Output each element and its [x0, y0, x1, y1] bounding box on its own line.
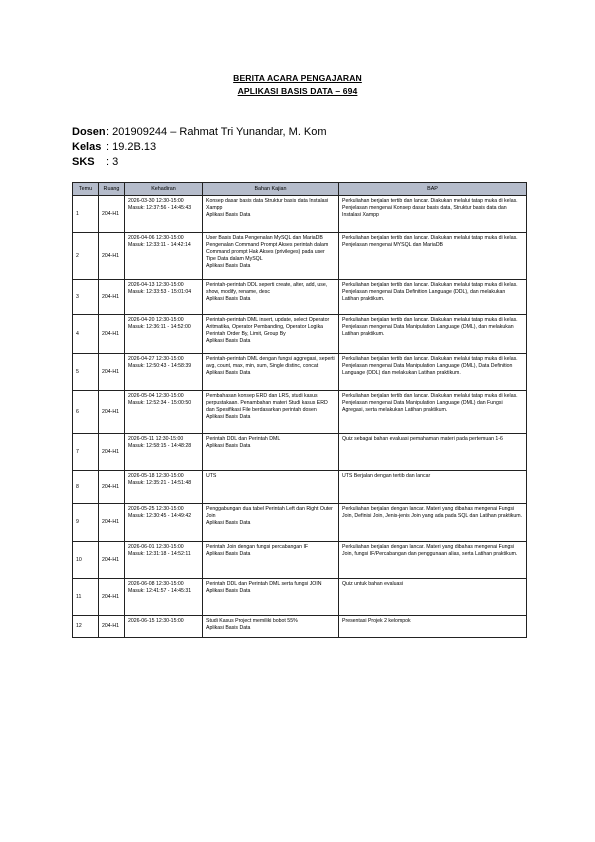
table-row	[73, 280, 527, 315]
kehadiran-line: Masuk: 12:52:34 - 15:00:50	[128, 400, 192, 406]
cell-bap: UTS Berjalan dengan tertib dan lancar	[339, 471, 527, 504]
bahan-line: Aplikasi Basis Data	[206, 443, 251, 449]
info-sks	[72, 156, 118, 168]
document-subtitle: APLIKASI BASIS DATA – 694	[237, 86, 358, 96]
cell-bahan-kajian	[203, 233, 339, 280]
cell-bahan-kajian	[203, 196, 339, 233]
bahan-line: Aplikasi Basis Data	[206, 338, 251, 344]
cell-bap: Perkuliahan berjalan dengan lancar. Materi yang dibahas mengenai Fungsi Join, Definisi Join, Jenis-jenis Join yang ada pada SQL dan Latihan praktikum.	[339, 504, 527, 542]
cell-bahan-kajian	[203, 434, 339, 471]
cell-ruang: 204-H1	[99, 391, 125, 434]
cell-ruang: 204-H1	[99, 280, 125, 315]
bahan-line: Perintah-perintah DML dengan fungsi aggregasi, seperti avg, count, max, min, sum, Single distinc, concat	[206, 356, 335, 369]
table-row	[73, 504, 527, 542]
table-row	[73, 196, 527, 233]
bahan-line: Aplikasi Basis Data	[206, 520, 251, 526]
kehadiran-line: Masuk: 12:31:18 - 14:52:11	[128, 551, 191, 557]
cell-bap: Perkuliahan berjalan tertib dan lancar. Diakukan melalui tatap muka di kelas. Penjelasan mengenai Data Manipulation Language (DML), Data Definition Language (DDL) dan melakukan Latihan praktikum.	[339, 354, 527, 391]
bahan-line: UTS	[206, 473, 217, 479]
kehadiran-line: 2026-03-30 12:30-15:00	[128, 198, 184, 204]
kehadiran-line: Masuk: 12:33:11 - 14:42:14	[128, 242, 191, 248]
bahan-line: Perintah Join dengan fungsi percabangan IF	[206, 544, 309, 550]
cell-temu: 9	[73, 504, 99, 542]
bahan-line: Perintah DDL dan Perintah DML serta fungsi JOIN	[206, 581, 322, 587]
kehadiran-line: 2026-05-11 12:30-15:00	[128, 436, 184, 442]
cell-bap: Perkuliahan berjalan tertib dan lancar. Diakukan melalui tatap muka di kelas. Penjelasan mengenai Data Manipulation Language (DML), dan melakukan Latihan praktikum.	[339, 315, 527, 354]
cell-kehadiran	[125, 616, 203, 638]
cell-bap: Perkuliahan berjalan tertib dan lancar. Diakukan melalui tatap muka di kelas. Penjelasan mengenai Data Definition Language (DDL), dan melakukan Latihan praktikum.	[339, 280, 527, 315]
cell-bahan-kajian	[203, 354, 339, 391]
kehadiran-line: Masuk: 12:30:45 - 14:49:42	[128, 513, 192, 519]
info-key: SKS	[72, 156, 95, 168]
kehadiran-line: Masuk: 12:58:15 - 14:48:28	[128, 443, 192, 449]
kehadiran-line: Masuk: 12:41:57 - 14:45:31	[128, 588, 192, 594]
table-header-row	[73, 183, 527, 196]
table-row	[73, 391, 527, 434]
bahan-line: Aplikasi Basis Data	[206, 263, 251, 269]
kehadiran-line: 2026-06-08 12:30-15:00	[128, 581, 184, 587]
cell-temu: 7	[73, 434, 99, 471]
info-value: : 19.2B.13	[106, 141, 157, 153]
table-row	[73, 233, 527, 280]
bahan-line: Aplikasi Basis Data	[206, 551, 251, 557]
attendance-table	[72, 182, 527, 638]
document-title: BERITA ACARA PENGAJARAN	[233, 73, 362, 83]
cell-bap: Perkuliahan berjalan dengan lancar. Materi yang dibahas mengenai Fungsi Join, fungsi IF/Percabangan dan penggunaan alias, serta Latihan praktikum.	[339, 542, 527, 579]
kehadiran-line: Masuk: 12:35:21 - 14:51:48	[128, 480, 192, 486]
cell-bap: Perkuliahan berjalan tertib dan lancar. Diakukan melalui tatap muka di kelas. Penjelasan mengenai Data Manipulation Language (DML) dan Fungsi Agregasi, serta melakukan Latihan praktikum.	[339, 391, 527, 434]
cell-kehadiran	[125, 233, 203, 280]
cell-kehadiran	[125, 391, 203, 434]
cell-temu: 5	[73, 354, 99, 391]
table-row	[73, 542, 527, 579]
table-row	[73, 434, 527, 471]
bahan-line: Penggabungan dua tabel Perintah Left dan Right Outer Join	[206, 506, 333, 519]
kehadiran-line: 2026-05-18 12:30-15:00	[128, 473, 184, 479]
bahan-line: Aplikasi Basis Data	[206, 414, 251, 420]
kehadiran-line: 2026-04-06 12:30-15:00	[128, 235, 184, 241]
kehadiran-line: 2026-05-04 12:30-15:00	[128, 393, 184, 399]
cell-kehadiran	[125, 504, 203, 542]
cell-bap: Perkuliahan berjalan tertib dan lancar. Diakukan melalui tatap muka di kelas. Penjelasan mengenai MYSQL dan MariaDB	[339, 233, 527, 280]
bahan-line: User Basis Data Pengenalan MySQL dan MariaDB Pengenalan Command Prompt Akses perintah dalam Command prompt Hak Akses (privileges) pada user Tipe Data dalam MySQL	[206, 235, 329, 262]
cell-ruang: 204-H1	[99, 196, 125, 233]
cell-kehadiran	[125, 434, 203, 471]
header-temu: Temu	[73, 183, 99, 196]
table-row	[73, 315, 527, 354]
cell-temu: 1	[73, 196, 99, 233]
cell-bahan-kajian	[203, 471, 339, 504]
bahan-line: Studi Kasus Project memiliki bobot 55%	[206, 618, 298, 624]
cell-kehadiran	[125, 280, 203, 315]
cell-bahan-kajian	[203, 280, 339, 315]
cell-bahan-kajian	[203, 579, 339, 616]
cell-ruang: 204-H1	[99, 354, 125, 391]
kehadiran-line: Masuk: 12:50:43 - 14:58:39	[128, 363, 192, 369]
kehadiran-line: 2026-06-15 12:30-15:00	[128, 618, 184, 624]
cell-kehadiran	[125, 542, 203, 579]
cell-bap: Perkuliahan berjalan tertib dan lancar. Diakukan melalui tatap muka di kelas. Penjelasan mengenai Konsep dasar basis data, Struktur basis data dan Instalasi Xampp	[339, 196, 527, 233]
info-kelas	[72, 141, 156, 153]
table-row	[73, 471, 527, 504]
bahan-line: Perintah-perintah DML insert, update, select Operator Aritmatika, Operator Pembanding, Operator Logika Perintah Order By, Limit, Group By	[206, 317, 330, 337]
cell-bap: Quiz sebagai bahan evaluasi pemahaman materi pada pertemuan 1-6	[339, 434, 527, 471]
header-bap: BAP	[339, 183, 527, 196]
header-bahan-kajian: Bahan Kajian	[203, 183, 339, 196]
cell-bahan-kajian	[203, 616, 339, 638]
cell-temu: 10	[73, 542, 99, 579]
cell-kehadiran	[125, 315, 203, 354]
bahan-line: Aplikasi Basis Data	[206, 212, 251, 218]
info-value: : 201909244 – Rahmat Tri Yunandar, M. Kom	[106, 126, 327, 138]
cell-temu: 3	[73, 280, 99, 315]
bahan-line: Aplikasi Basis Data	[206, 588, 251, 594]
header-ruang: Ruang	[99, 183, 125, 196]
cell-kehadiran	[125, 471, 203, 504]
info-value: : 3	[106, 156, 119, 168]
cell-bahan-kajian	[203, 315, 339, 354]
cell-ruang: 204-H1	[99, 542, 125, 579]
cell-ruang: 204-H1	[99, 504, 125, 542]
bahan-line: Konsep dasar basis data Struktur basis data Instalasi Xampp	[206, 198, 329, 211]
cell-bahan-kajian	[203, 504, 339, 542]
header-kehadiran: Kehadiran	[125, 183, 203, 196]
cell-ruang: 204-H1	[99, 233, 125, 280]
bahan-line: Aplikasi Basis Data	[206, 370, 251, 376]
cell-kehadiran	[125, 579, 203, 616]
table-row	[73, 616, 527, 638]
cell-temu: 12	[73, 616, 99, 638]
cell-ruang: 204-H1	[99, 315, 125, 354]
table-row	[73, 579, 527, 616]
bahan-line: Aplikasi Basis Data	[206, 625, 251, 631]
cell-kehadiran	[125, 196, 203, 233]
info-key: Kelas	[72, 141, 102, 153]
cell-temu: 8	[73, 471, 99, 504]
kehadiran-line: 2026-04-13 12:30-15:00	[128, 282, 184, 288]
kehadiran-line: 2026-04-27 12:30-15:00	[128, 356, 184, 362]
bahan-line: Perintah-perintah DDL seperti create, alter, add, use, show, modify, rename, desc	[206, 282, 328, 295]
cell-ruang: 204-H1	[99, 616, 125, 638]
cell-bap: Quiz untuk bahan evaluasi	[339, 579, 527, 616]
cell-ruang: 204-H1	[99, 434, 125, 471]
bahan-line: Aplikasi Basis Data	[206, 296, 251, 302]
cell-ruang: 204-H1	[99, 471, 125, 504]
table-row	[73, 354, 527, 391]
cell-temu: 2	[73, 233, 99, 280]
info-key: Dosen	[72, 126, 106, 138]
info-dosen	[72, 126, 327, 138]
kehadiran-line: 2026-04-20 12:30-15:00	[128, 317, 184, 323]
kehadiran-line: 2026-06-01 12:30-15:00	[128, 544, 184, 550]
cell-bap: Presentasi Projek 2 kelompok	[339, 616, 527, 638]
bahan-line: Pembahasan konsep ERD dan LRS, studi kasus perpustakaan. Penambahan materi Studi kasus ERD dan Spesifikasi File berdasarkan perintah dosen	[206, 393, 328, 413]
cell-temu: 11	[73, 579, 99, 616]
bahan-line: Perintah DDL dan Perintah DML	[206, 436, 281, 442]
cell-bahan-kajian	[203, 542, 339, 579]
cell-temu: 4	[73, 315, 99, 354]
kehadiran-line: Masuk: 12:33:53 - 15:01:04	[128, 289, 192, 295]
cell-temu: 6	[73, 391, 99, 434]
cell-bahan-kajian	[203, 391, 339, 434]
cell-ruang: 204-H1	[99, 579, 125, 616]
cell-kehadiran	[125, 354, 203, 391]
kehadiran-line: Masuk: 12:37:56 - 14:45:43	[128, 205, 192, 211]
kehadiran-line: Masuk: 12:36:11 - 14:52:00	[128, 324, 191, 330]
kehadiran-line: 2026-05-25 12:30-15:00	[128, 506, 184, 512]
